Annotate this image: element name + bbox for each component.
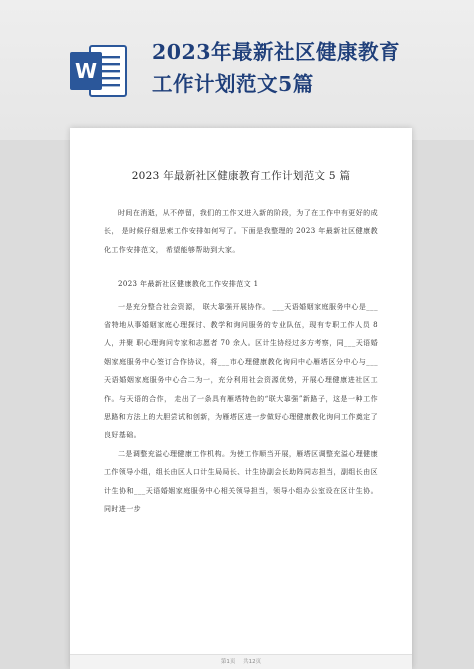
top-banner xyxy=(0,0,474,140)
paragraph-2: 二是调整充溢心理健康工作机构。为使工作顺当开展，雁塔区调整充溢心理健康工作领导小组，组长由区人口计生局局长、计生协副会长助阵同志担当，副组长由区计生协和___天语婚姻家庭服务中心相关领导担当，领导小组办公室设在区计生协。同时进一步 xyxy=(104,449,378,514)
paragraph-1: 一是充分整合社会资源， 联大靠强开展协作。 ___天语婚姻家庭服务中心是___省特地从事婚姻家庭心理探讨、教学和询问服务的专业队伍，现有专职工作人员 8 人，并聚 职心理询问专家和志愿者 70 余人。区计生协经过多方考察，同___天语婚姻家庭服务中心签订合作协议，将___市心理健康教化询问中心雁塔区分中心与___天语婚姻家庭服务中心合二为一，充分利用社会资源优势，开展心理健康进社区工作。与天语的合作， 走出了一条具有雁塔特色的“联大靠强”新路子，这是一种工作思路和方法上的大胆尝试和创新，为雁塔区进一步做好心理健康教化询问工作奠定了良好基础。 xyxy=(104,302,378,440)
document-title: 2023 年最新社区健康教育工作计划范文 5 篇 xyxy=(131,170,351,182)
document-body xyxy=(104,204,378,519)
page-current: 第1页 xyxy=(220,659,236,665)
banner-title xyxy=(152,36,452,100)
section-heading: 2023 年最新社区健康教化工作安排范文 1 xyxy=(118,280,259,289)
banner-title-line-2: 工作计划范文5篇 xyxy=(152,72,314,96)
document-page xyxy=(70,128,412,669)
banner-title-line-1: 2023年最新社区健康教育 xyxy=(152,40,401,64)
page-footer xyxy=(70,654,412,669)
word-document-icon xyxy=(68,40,130,102)
paragraph-intro: 时间在消逝，从不停留，我们的工作又进入新的阶段，为了在工作中有更好的成长， 是时候仔细思索工作安排如何写了。下面是我整理的 2023 年最新社区健康教化工作安排范文， 希望能够帮助到大家。 xyxy=(104,209,378,254)
page-total: 共12页 xyxy=(243,659,262,665)
word-logo-letter: W xyxy=(74,59,98,83)
